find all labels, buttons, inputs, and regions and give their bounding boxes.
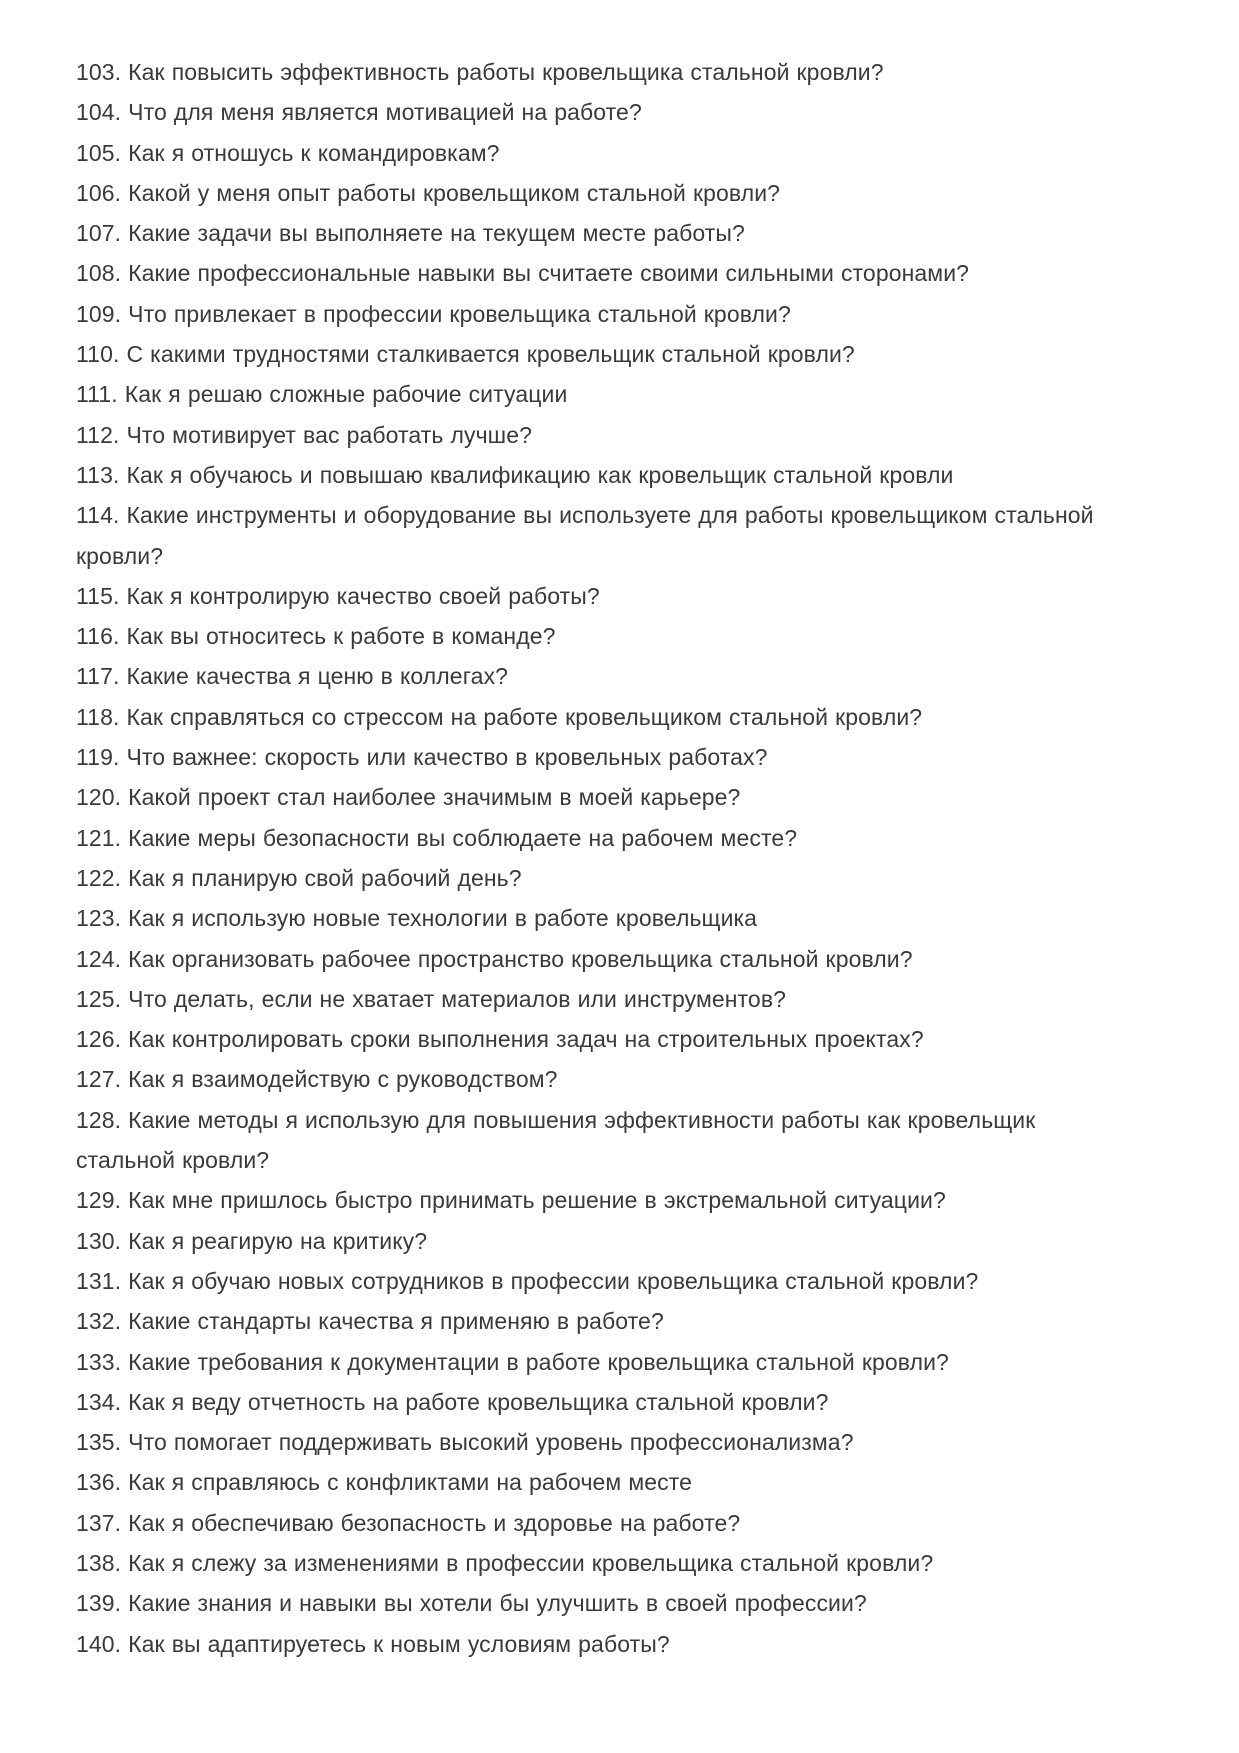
question-item (76, 656, 1126, 696)
question-text: Что мотивирует вас работать лучше? (126, 421, 533, 448)
question-number: 137. (76, 1509, 122, 1536)
question-text: Как я обеспечиваю безопасность и здоровье на работе? (128, 1509, 741, 1536)
question-text: Как мне пришлось быстро принимать решение в экстремальной ситуации? (128, 1187, 946, 1214)
question-item (76, 818, 1126, 858)
question-item (76, 1221, 1126, 1261)
question-text: Какие требования к документации в работе кровельщика стальной кровли? (128, 1348, 949, 1375)
question-number: 134. (76, 1388, 122, 1415)
question-number: 114. (76, 502, 120, 529)
question-item (76, 173, 1126, 213)
question-text: Как я использую новые технологии в работе кровельщика (128, 905, 758, 932)
question-text: Как я справляюсь с конфликтами на рабочем месте (128, 1469, 692, 1496)
question-item (76, 1100, 1126, 1181)
question-number: 122. (76, 864, 122, 891)
question-number: 126. (76, 1026, 122, 1053)
question-item (76, 1583, 1126, 1623)
question-item (76, 858, 1126, 898)
question-item (76, 939, 1126, 979)
question-item (76, 133, 1126, 173)
question-item (76, 1543, 1126, 1583)
question-text: Какие инструменты и оборудование вы используете для работы кровельщиком стальной кровли? (76, 502, 1094, 569)
question-number: 117. (76, 663, 120, 690)
question-text: Что делать, если не хватает материалов или инструментов? (128, 985, 787, 1012)
question-item (76, 1342, 1126, 1382)
question-text: Что помогает поддерживать высокий уровень профессионализма? (128, 1429, 854, 1456)
question-number: 107. (76, 220, 122, 247)
question-item (76, 576, 1126, 616)
question-item (76, 1382, 1126, 1422)
question-text: Какие знания и навыки вы хотели бы улучшить в своей профессии? (128, 1590, 867, 1617)
question-number: 129. (76, 1187, 122, 1214)
question-item (76, 455, 1126, 495)
question-item (76, 1019, 1126, 1059)
question-number: 124. (76, 945, 122, 972)
question-text: Какие стандарты качества я применяю в работе? (128, 1308, 664, 1335)
question-text: Как вы относитесь к работе в команде? (126, 623, 556, 650)
question-item (76, 253, 1126, 293)
question-item (76, 737, 1126, 777)
question-number: 140. (76, 1630, 122, 1657)
question-text: Как я обучаюсь и повышаю квалификацию как кровельщик стальной кровли (126, 461, 954, 488)
question-text: Какой у меня опыт работы кровельщиком стальной кровли? (128, 179, 781, 206)
question-number: 135. (76, 1429, 122, 1456)
question-number: 120. (76, 784, 122, 811)
question-number: 112. (76, 421, 120, 448)
question-text: Как повысить эффективность работы кровельщика стальной кровли? (128, 59, 884, 85)
question-text: Как я решаю сложные рабочие ситуации (124, 381, 568, 408)
question-text: Какой проект стал наиболее значимым в моей карьере? (128, 784, 741, 811)
question-item (76, 213, 1126, 253)
question-list (76, 52, 1126, 1664)
question-text: Как я отношусь к командировкам? (128, 139, 500, 166)
question-item (76, 616, 1126, 656)
question-text: Как организовать рабочее пространство кровельщика стальной кровли? (128, 945, 913, 972)
question-text: Как я обучаю новых сотрудников в профессии кровельщика стальной кровли? (128, 1267, 979, 1294)
question-text: Как я реагирую на критику? (128, 1227, 428, 1254)
question-item (76, 697, 1126, 737)
question-number: 128. (76, 1106, 122, 1133)
question-item (76, 898, 1126, 938)
question-text: Какие задачи вы выполняете на текущем месте работы? (128, 220, 745, 247)
question-text: С какими трудностями сталкивается кровельщик стальной кровли? (126, 341, 855, 368)
question-number: 105. (76, 139, 122, 166)
question-item (76, 415, 1126, 455)
question-item (76, 1422, 1126, 1462)
question-item (76, 52, 1126, 92)
question-item (76, 1261, 1126, 1301)
question-item (76, 1059, 1126, 1099)
question-number: 119. (76, 744, 120, 771)
question-text: Как я веду отчетность на работе кровельщика стальной кровли? (128, 1388, 829, 1415)
question-item (76, 1503, 1126, 1543)
question-number: 136. (76, 1469, 122, 1496)
question-number: 103. (76, 59, 122, 85)
question-text: Как вы адаптируетесь к новым условиям работы? (128, 1630, 670, 1657)
question-text: Что важнее: скорость или качество в кровельных работах? (126, 744, 768, 771)
question-number: 139. (76, 1590, 122, 1617)
question-number: 138. (76, 1549, 122, 1576)
question-text: Как я планирую свой рабочий день? (128, 864, 522, 891)
question-text: Какие меры безопасности вы соблюдаете на рабочем месте? (128, 824, 798, 851)
question-number: 131. (76, 1267, 122, 1294)
question-number: 104. (76, 99, 122, 126)
question-item (76, 92, 1126, 132)
question-item (76, 495, 1126, 576)
question-number: 121. (76, 824, 122, 851)
question-item (76, 294, 1126, 334)
question-number: 132. (76, 1308, 122, 1335)
question-text: Как справляться со стрессом на работе кровельщиком стальной кровли? (126, 703, 923, 730)
question-text: Какие профессиональные навыки вы считаете своими сильными сторонами? (128, 260, 970, 287)
question-number: 106. (76, 179, 122, 206)
question-text: Как контролировать сроки выполнения задач на строительных проектах? (128, 1026, 924, 1053)
question-item (76, 777, 1126, 817)
question-number: 123. (76, 905, 122, 932)
question-number: 111. (76, 381, 118, 408)
question-text: Как я контролирую качество своей работы? (126, 582, 600, 609)
question-number: 116. (76, 623, 120, 650)
question-number: 109. (76, 300, 122, 327)
question-text: Как я слежу за изменениями в профессии кровельщика стальной кровли? (128, 1549, 934, 1576)
question-number: 115. (76, 582, 120, 609)
question-item (76, 1462, 1126, 1502)
question-number: 127. (76, 1066, 122, 1093)
question-item (76, 1624, 1126, 1664)
question-item (76, 334, 1126, 374)
question-number: 118. (76, 703, 120, 730)
question-item (76, 374, 1126, 414)
question-item (76, 1301, 1126, 1341)
question-text: Какие качества я ценю в коллегах? (126, 663, 509, 690)
question-number: 133. (76, 1348, 122, 1375)
question-number: 108. (76, 260, 122, 287)
question-number: 113. (76, 461, 120, 488)
question-text: Какие методы я использую для повышения эффективности работы как кровельщик стальной кровли? (76, 1106, 1036, 1174)
question-number: 130. (76, 1227, 122, 1254)
question-text: Что привлекает в профессии кровельщика стальной кровли? (128, 300, 791, 327)
question-text: Что для меня является мотивацией на работе? (128, 99, 642, 126)
question-item (76, 979, 1126, 1019)
question-text: Как я взаимодействую с руководством? (128, 1066, 558, 1093)
question-number: 110. (76, 341, 120, 368)
question-number: 125. (76, 985, 122, 1012)
question-item (76, 1180, 1126, 1220)
